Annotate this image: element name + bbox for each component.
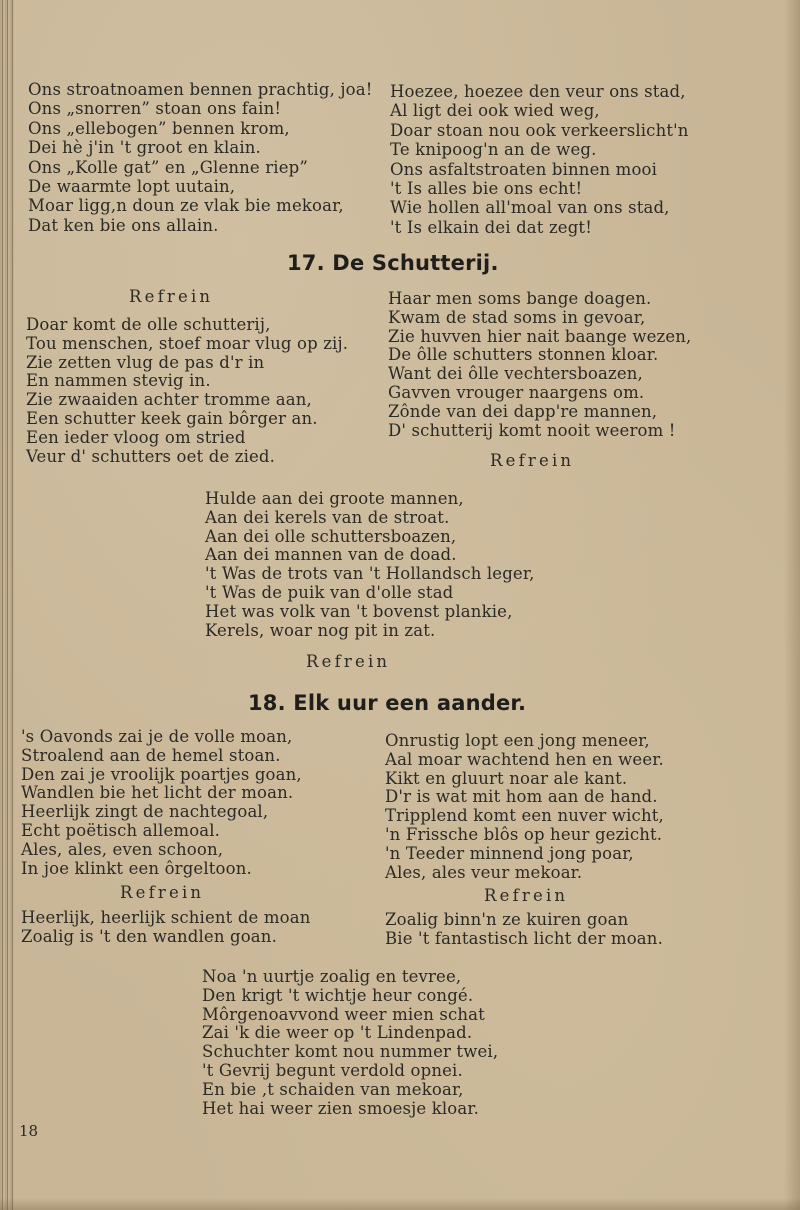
page-number: 18	[19, 1122, 39, 1140]
verse-line: Bie 't fantastisch licht der moan.	[385, 928, 663, 948]
verse-line: Zie huvven hier nait baange wezen,	[388, 326, 692, 346]
page-edge-shadow	[784, 0, 800, 1210]
page-bottom-shadow	[0, 1198, 800, 1210]
verse-line: 't Was de puik van d'olle stad	[205, 582, 454, 602]
verse-line: Doar stoan nou ook verkeerslicht'n	[390, 120, 689, 140]
top-left-stanza	[28, 80, 372, 235]
verse-line: Zie zetten vlug de pas d'r in	[26, 352, 265, 372]
verse-line: Ales, ales veur mekoar.	[385, 862, 583, 882]
verse-line: In joe klinkt een ôrgeltoon.	[21, 858, 252, 878]
top-right-stanza	[390, 82, 689, 237]
verse-line: Aan dei olle schuttersboazen,	[205, 526, 457, 546]
verse-line: 's Oavonds zai je de volle moan,	[21, 727, 293, 746]
song-17-left-stanza	[26, 316, 348, 466]
verse-line: Hoezee, hoezee den veur ons stad,	[390, 82, 686, 101]
refrein-label: Refrein	[306, 652, 391, 671]
verse-line: D'r is wat mit hom aan de hand.	[385, 787, 658, 807]
verse-line: Ons „ellebogen” bennen krom,	[28, 118, 290, 138]
verse-line: Môrgenoavvond weer mien schat	[202, 1004, 485, 1024]
song-18-center-stanza	[202, 968, 498, 1118]
song-18-title: 18. Elk uur een aander.	[248, 691, 527, 715]
verse-line: Heerlijk, heerlijk schient de moan	[21, 908, 311, 927]
verse-line: Kikt en gluurt noar ale kant.	[385, 768, 628, 788]
verse-line: Wandlen bie het licht der moan.	[21, 783, 294, 803]
verse-line: En bie ,t schaiden van mekoar,	[202, 1079, 464, 1099]
verse-line: De waarmte lopt uutain,	[28, 177, 236, 197]
verse-line: 'n Teeder minnend jong poar,	[385, 843, 634, 863]
verse-line: Zie zwaaiden achter tromme aan,	[26, 390, 312, 410]
song-18-left-refrein	[21, 909, 311, 947]
song-18-left-stanza	[21, 728, 302, 878]
verse-line: Zoalig is 't den wandlen goan.	[21, 926, 277, 946]
verse-line: Onrustig lopt een jong meneer,	[385, 731, 650, 750]
verse-line: Stroalend aan de hemel stoan.	[21, 745, 281, 765]
verse-line: Aan dei kerels van de stroat.	[205, 507, 450, 527]
verse-line: Moar ligg,n doun ze vlak bie mekoar,	[28, 196, 344, 216]
verse-line: Zoalig binn'n ze kuiren goan	[385, 910, 629, 929]
song-18-right-refrein	[385, 911, 663, 949]
song-17-center-stanza	[205, 490, 534, 640]
verse-line: Aal moar wachtend hen en weer.	[385, 749, 664, 769]
verse-line: Aan dei mannen van de doad.	[205, 545, 457, 565]
refrein-label: Refrein	[120, 883, 205, 902]
verse-line: Den zai je vroolijk poartjes goan,	[21, 764, 302, 784]
verse-line: Heerlijk zingt de nachtegoal,	[21, 802, 269, 822]
verse-line: Want dei ôlle vechtersboazen,	[388, 364, 643, 384]
song-18-right-stanza	[385, 732, 664, 882]
verse-line: Een schutter keek gain bôrger an.	[26, 408, 318, 428]
verse-line: Ons asfaltstroaten binnen mooi	[390, 159, 658, 179]
refrein-label: Refrein	[484, 886, 569, 905]
verse-line: Dei hè j'in 't groot en klain.	[28, 138, 261, 158]
verse-line: Gavven vrouger naargens om.	[388, 382, 645, 402]
verse-line: Haar men soms bange doagen.	[388, 289, 652, 308]
verse-line: Zai 'k die weer op 't Lindenpad.	[202, 1023, 473, 1043]
verse-line: Tou menschen, stoef moar vlug op zij.	[26, 333, 349, 353]
verse-line: Den krigt 't wichtje heur congé.	[202, 985, 474, 1005]
verse-line: D' schutterij komt nooit weerom !	[388, 420, 676, 440]
verse-line: Ons stroatnoamen bennen prachtig, joa!	[28, 80, 373, 99]
verse-line: Tripplend komt een nuver wicht,	[385, 806, 664, 826]
verse-line: 't Is elkain dei dat zegt!	[390, 217, 592, 237]
verse-line: Al ligt dei ook wied weg,	[390, 101, 600, 121]
verse-line: Veur d' schutters oet de zied.	[26, 446, 276, 466]
song-17-right-stanza	[388, 290, 691, 440]
verse-line: Doar komt de olle schutterij,	[26, 315, 271, 334]
refrein-label: Refrein	[490, 451, 575, 470]
verse-line: 't Was de trots van 't Hollandsch leger,	[205, 564, 535, 584]
verse-line: Het hai weer zien smoesje kloar.	[202, 1098, 479, 1118]
verse-line: Ales, ales, even schoon,	[21, 839, 224, 859]
verse-line: Ons „Kolle gat” en „Glenne riep”	[28, 157, 308, 177]
song-17-title: 17. De Schutterij.	[287, 251, 499, 275]
verse-line: Hulde aan dei groote mannen,	[205, 489, 464, 508]
verse-line: 't Gevrij begunt verdold opnei.	[202, 1060, 463, 1080]
verse-line: Wie hollen all'moal van ons stad,	[390, 198, 670, 218]
verse-line: Dat ken bie ons allain.	[28, 215, 219, 235]
verse-line: Te knipoog'n an de weg.	[390, 140, 597, 160]
verse-line: Het was volk van 't bovenst plankie,	[205, 601, 513, 621]
verse-line: Noa 'n uurtje zoalig en tevree,	[202, 967, 462, 986]
verse-line: Zônde van dei dapp're mannen,	[388, 401, 658, 421]
book-spine	[0, 0, 14, 1210]
verse-line: Schuchter komt nou nummer twei,	[202, 1042, 499, 1062]
verse-line: Ons „snorren” stoan ons fain!	[28, 99, 282, 119]
verse-line: Echt poëtisch allemoal.	[21, 820, 221, 840]
verse-line: 't Is alles bie ons echt!	[390, 179, 583, 199]
verse-line: Een ieder vloog om stried	[26, 427, 246, 447]
verse-line: De ôlle schutters stonnen kloar.	[388, 345, 659, 365]
verse-line: 'n Frissche blôs op heur gezicht.	[385, 824, 663, 844]
refrein-label: Refrein	[129, 287, 214, 306]
verse-line: Kwam de stad soms in gevoar,	[388, 307, 646, 327]
verse-line: En nammen stevig in.	[26, 371, 211, 391]
verse-line: Kerels, woar nog pit in zat.	[205, 620, 436, 640]
